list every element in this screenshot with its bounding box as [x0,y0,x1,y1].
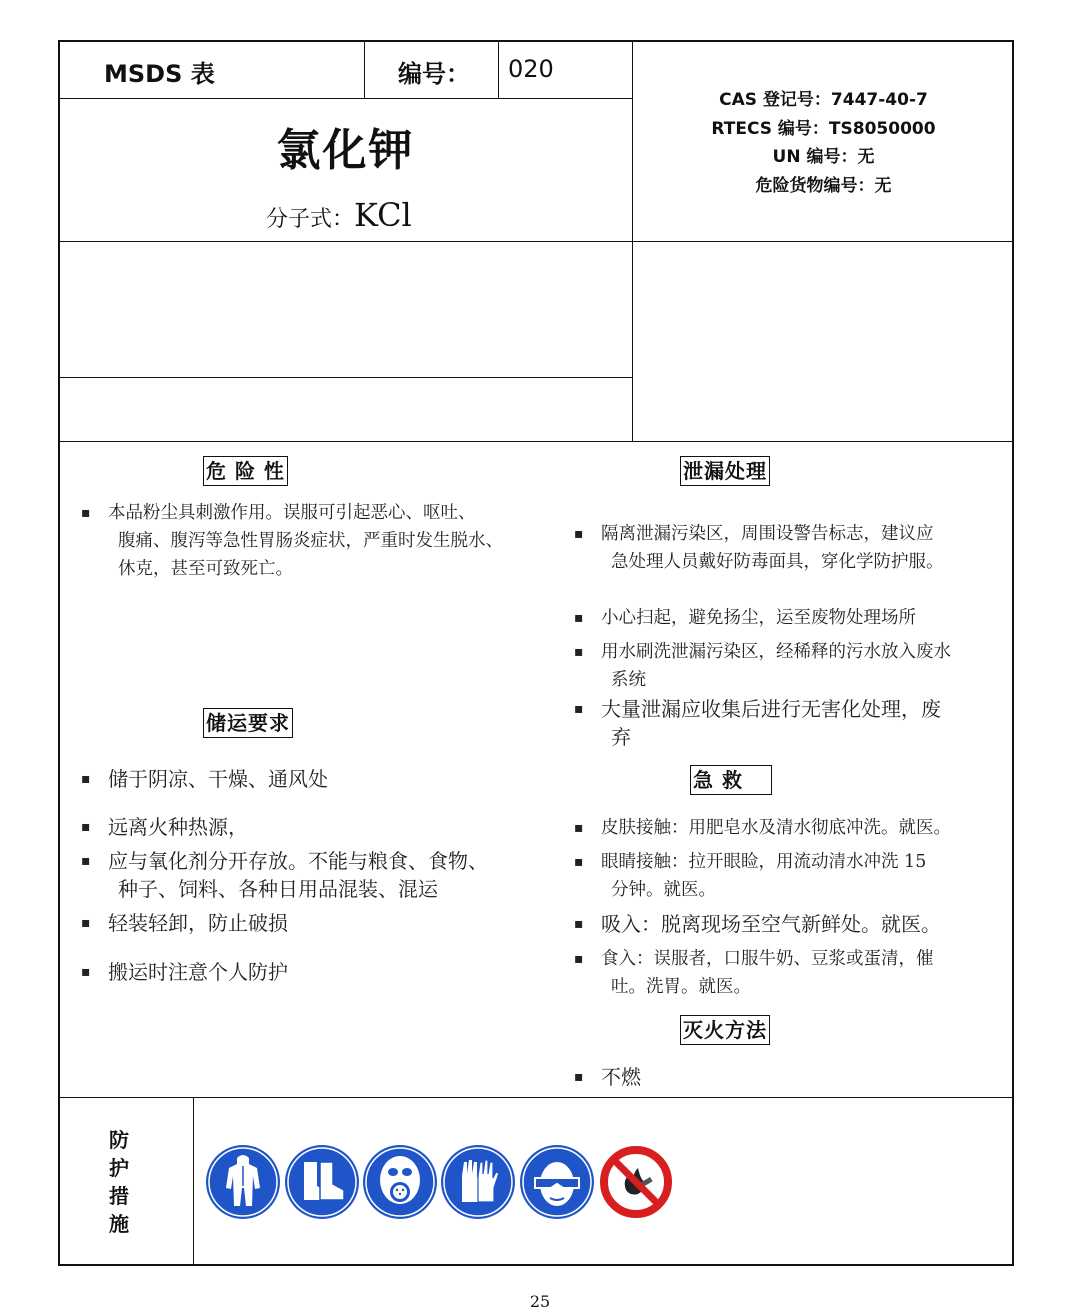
respirator-icon [362,1144,438,1220]
spill-item: ▪ 隔离泄漏污染区，周围设警告标志，建议应 急处理人员戴好防毒面具，穿化学防护服。 [574,524,944,572]
spill-title: 泄漏处理 [680,456,770,486]
spill-item: ▪ 大量泄漏应收集后进行无害化处理，废 弃 [574,697,941,749]
protective-suit-icon [205,1144,281,1220]
first-aid-item: ▪ 食入：误服者，口服牛奶、豆浆或蛋清，催 吐。洗胃。就医。 [574,949,934,997]
divider-col-2 [498,41,499,98]
number-value: 020 [508,55,554,83]
hazard-item: ▪ 本品粉尘具刺激作用。误服可引起恶心、呕吐、 腹痛、腹泻等急性胃肠炎症状，严重时发生脱水、 休克，甚至可致死亡。 [81,503,503,579]
storage-item: ▪ 搬运时注意个人防护 [81,960,288,984]
doc-type: MSDS 表 [104,60,215,88]
identifier-block [634,86,1013,200]
divider-protection-row [59,1097,1013,1098]
first-aid-item: ▪ 吸入：脱离现场至空气新鲜处。就医。 [574,912,941,936]
protective-gloves-icon [440,1144,516,1220]
safety-goggles-icon [519,1144,595,1220]
fire-title: 灭火方法 [680,1015,770,1045]
first-aid-item: ▪ 眼睛接触：拉开眼睑，用流动清水冲洗 15 分钟。就医。 [574,852,927,900]
divider-title-row [59,241,1013,242]
storage-item: ▪ 远离火种热源， [81,815,248,839]
rtecs-number: RTECS 编号：TS8050000 [711,118,936,139]
cas-number: CAS 登记号：7447-40-7 [719,90,928,110]
divider-protection-col [193,1097,194,1265]
divider-info-row [59,441,1013,442]
dangerous-goods-number: 危险货物编号：无 [755,175,892,196]
fire-item: ▪ 不燃 [574,1065,641,1089]
formula-label: 分子式： [266,207,355,232]
formula-value: KCl [354,196,412,234]
storage-title: 储运要求 [203,708,293,738]
storage-item: ▪ 应与氧化剂分开存放。不能与粮食、食物、 种子、饲料、各种日用品混装、混运 [81,849,488,901]
safety-boots-icon [284,1144,360,1220]
first-aid-title: 急 救 [690,765,772,795]
divider-blank-row [59,377,632,378]
formula-line [266,196,412,234]
hazard-title: 危 险 性 [203,456,288,486]
number-label: 编号： [398,60,470,88]
spill-item: ▪ 小心扫起，避免扬尘，运至废物处理场所 [574,608,916,628]
storage-item: ▪ 储于阴凉、干燥、通风处 [81,767,328,791]
first-aid-item: ▪ 皮肤接触：用肥皂水及清水彻底冲洗。就医。 [574,818,951,838]
storage-item: ▪ 轻装轻卸，防止破损 [81,911,288,935]
divider-col-1 [364,41,365,98]
divider-col-3 [632,41,633,441]
divider-header-row [59,98,632,99]
page-number: 25 [529,1292,551,1311]
un-number: UN 编号：无 [772,147,875,167]
no-open-flame-icon [598,1144,674,1220]
protection-label: 防 护 措 施 [109,1128,129,1236]
spill-item: ▪ 用水刷洗泄漏污染区，经稀释的污水放入废水 系统 [574,642,951,690]
chemical-name: 氯化钾 [276,125,415,176]
